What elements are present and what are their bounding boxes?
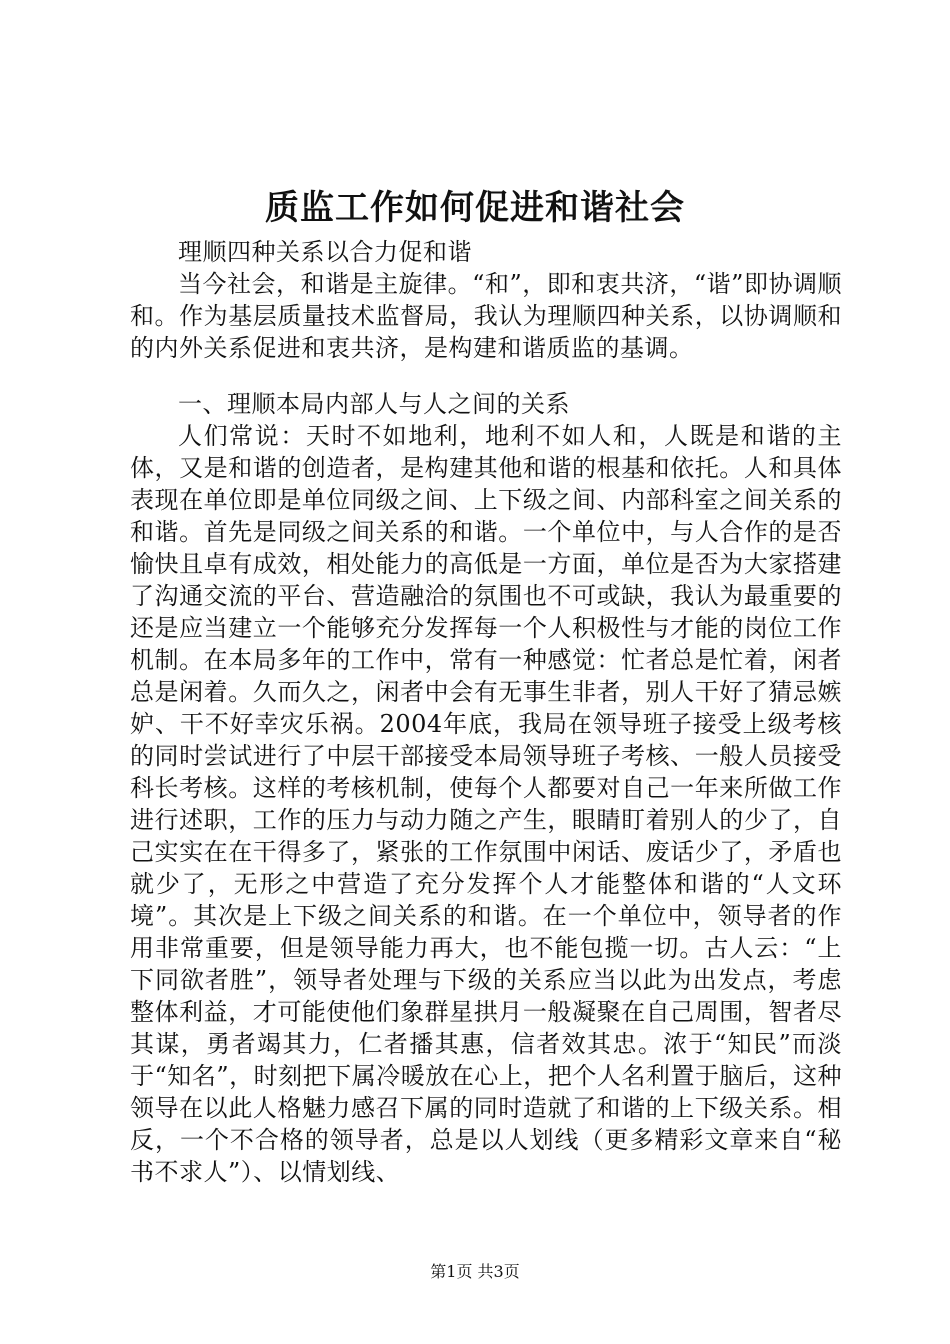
page-number-footer: 第1页 共3页	[430, 1262, 520, 1281]
intro-paragraph: 当今社会，和谐是主旋律。“和”，即和衷共济，“谐”即协调顺和。作为基层质量技术监督局，我认为理顺四种关系，以协调顺和的内外关系促进和衷共济，是构建和谐质监的基调。	[130, 270, 842, 362]
section-1-paragraph: 人们常说：天时不如地利，地利不如人和，人既是和谐的主体，又是和谐的创造者，是构建其他和谐的根基和依托。人和具体表现在单位即是单位同级之间、上下级之间、内部科室之间关系的和谐。首先是同级之间关系的和谐。一个单位中，与人合作的是否愉快且卓有成效，相处能力的高低是一方面，单位是否为大家搭建了沟通交流的平台、营造融洽的氛围也不可或缺，我认为最重要的还是应当建立一个能够充分发挥每一个人积极性与才能的岗位工作机制。在本局多年的工作中，常有一种感觉：忙者总是忙着，闲者总是闲着。久而久之，闲者中会有无事生非者，别人干好了猜忌嫉妒、干不好幸灾乐祸。2004年底，我局在领导班子接受上级考核的同时尝试进行了中层干部接受本局领导班子考核、一般人员接受科长考核。这样的考核机制，使每个人都要对自己一年来所做工作进行述职，工作的压力与动力随之产生，眼睛盯着别人的少了，自己实实在在干得多了，紧张的工作氛围中闲话、废话少了，矛盾也就少了，无形之中营造了充分发挥个人才能整体和谐的“人文环境”。其次是上下级之间关系的和谐。在一个单位中，领导者的作用非常重要，但是领导能力再大，也不能包揽一切。古人云：“上下同欲者胜”，领导者处理与下级的关系应当以此为出发点，考虑整体利益，才可能使他们象群星拱月一般凝聚在自己周围，智者尽其谋，勇者竭其力，仁者播其惠，信者效其忠。浓于“知民”而淡于“知名”，时刻把下属冷暖放在心上，把个人名利置于脑后，这种领导在以此人格魅力感召下属的同时造就了和谐的上下级关系。相反，一个不合格的领导者，总是以人划线（更多精彩文章来自“秘书不求人”）、以情划线、	[130, 422, 842, 1186]
section-1	[130, 388, 842, 1188]
intro-block	[130, 236, 842, 364]
document-title: 质监工作如何促进和谐社会	[265, 188, 685, 228]
subtitle: 理顺四种关系以合力促和谐	[178, 238, 472, 266]
section-1-heading: 一、理顺本局内部人与人之间的关系	[178, 390, 570, 418]
